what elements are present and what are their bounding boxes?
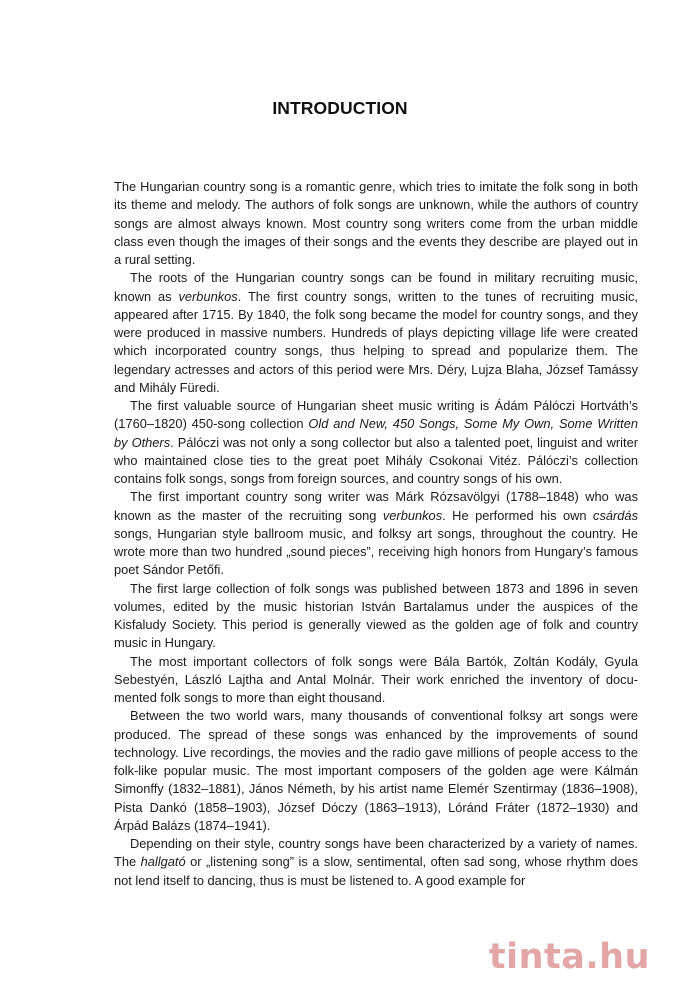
text-run: The most important collectors of folk songs were Bála Bartók, Zoltán Kodály, Gyula Sebestyén, László Lajtha and Antal Molnár. Their work enriched the inventory of documented folk songs to more than eight thousand. <box>114 653 638 705</box>
italic-text: Old and New, 450 Songs, Some My Own, Some Written by Others <box>114 416 638 450</box>
body-text <box>114 178 638 890</box>
paragraph <box>114 488 638 579</box>
watermark: tinta.hu <box>488 937 650 977</box>
italic-text: csárdás <box>593 507 638 523</box>
text-run: The first important country song writer was Márk Rózsavölgyi (1788–1848) who was known as the master of the recruiting song <box>114 489 638 523</box>
paragraph <box>114 397 638 488</box>
italic-text: hallgató <box>140 854 186 870</box>
paragraph <box>114 835 638 890</box>
text-run: or „listening song” is a slow, sentimental, often sad song, whose rhythm does not lend itself to dancing, thus is must be listened to. A good example for <box>114 854 639 888</box>
page-title: INTRODUCTION <box>272 98 408 118</box>
text-run: . Pálóczi was not only a song collector but also a talented poet, linguist and writer who maintained close ties to the great poet Mihály Csokonai Vitéz. Pálóczi’s collection contains folk songs, songs from foreign sources, and country songs of his own. <box>114 434 638 486</box>
text-run: The first valuable source of Hungarian sheet music writing is Ádám Pálóczi Hortváth’s (1760–1820) 450-song collection <box>114 398 638 432</box>
text-run: Between the two world wars, many thousands of conventional folksy art songs were produced. The spread of these songs was enhanced by the improvements of sound technology. Live recordings, the movies and the radio gave millions of people access to the folk-like popular music. The most important composers of the golden age were Kálmán Simonffy (1832–1881), János Németh, by his artist name Elemér Szentirmay (1836–1908), Pista Dankó (1858–1903), József Dóczy (1863–1913), Lóránd Fráter (1872–1930) and Árpád Balázs (1874–1941). <box>114 708 638 833</box>
italic-text: verbunkos <box>382 507 443 523</box>
paragraph <box>114 269 638 397</box>
paragraph <box>114 653 638 708</box>
italic-text: verbunkos <box>178 288 238 304</box>
text-run: Depending on their style, country songs have been characterized by a variety of names. The <box>114 836 638 870</box>
text-run: The roots of the Hungarian country songs can be found in military recruiting music, known as <box>114 270 638 304</box>
text-run: The first large collection of folk songs was published between 1873 and 1896 in seven volumes, edited by the music historian István Bartalamus under the auspices of the Kisfaludy Society. This period is generally viewed as the golden age of folk and country music in Hungary. <box>114 580 638 651</box>
paragraph <box>114 707 638 835</box>
text-run: songs, Hungarian style ballroom music, and folksy art songs, throughout the country. He wrote more than two hundred „sound pieces”, receiving high honors from Hungary’s famous poet Sándor Petőfi. <box>114 525 638 578</box>
text-run: The Hungarian country song is a romantic genre, which tries to imitate the folk song in both its theme and melody. The authors of folk songs are unknown, while the authors of country songs are almost always known. Most country song writers come from the urban middle class even though the images of their songs and the events they describe are played out in a rural setting. <box>114 179 638 267</box>
text-run: . He performed his own <box>442 507 594 523</box>
paragraph <box>114 580 638 653</box>
text-run: . The first country songs, written to the tunes of recruiting music, appeared after 1715. By 1840, the folk song became the model for country songs, and they were produced in massive numbers. Hundreds of plays depicting village life were created which incorporated country songs, thus helping to spread and popularize them. The legendary actresses and actors of this period were Mrs. Déry, Lujza Blaha, József Tamássy and Mihály Füredi. <box>114 288 638 395</box>
paragraph <box>114 178 638 269</box>
